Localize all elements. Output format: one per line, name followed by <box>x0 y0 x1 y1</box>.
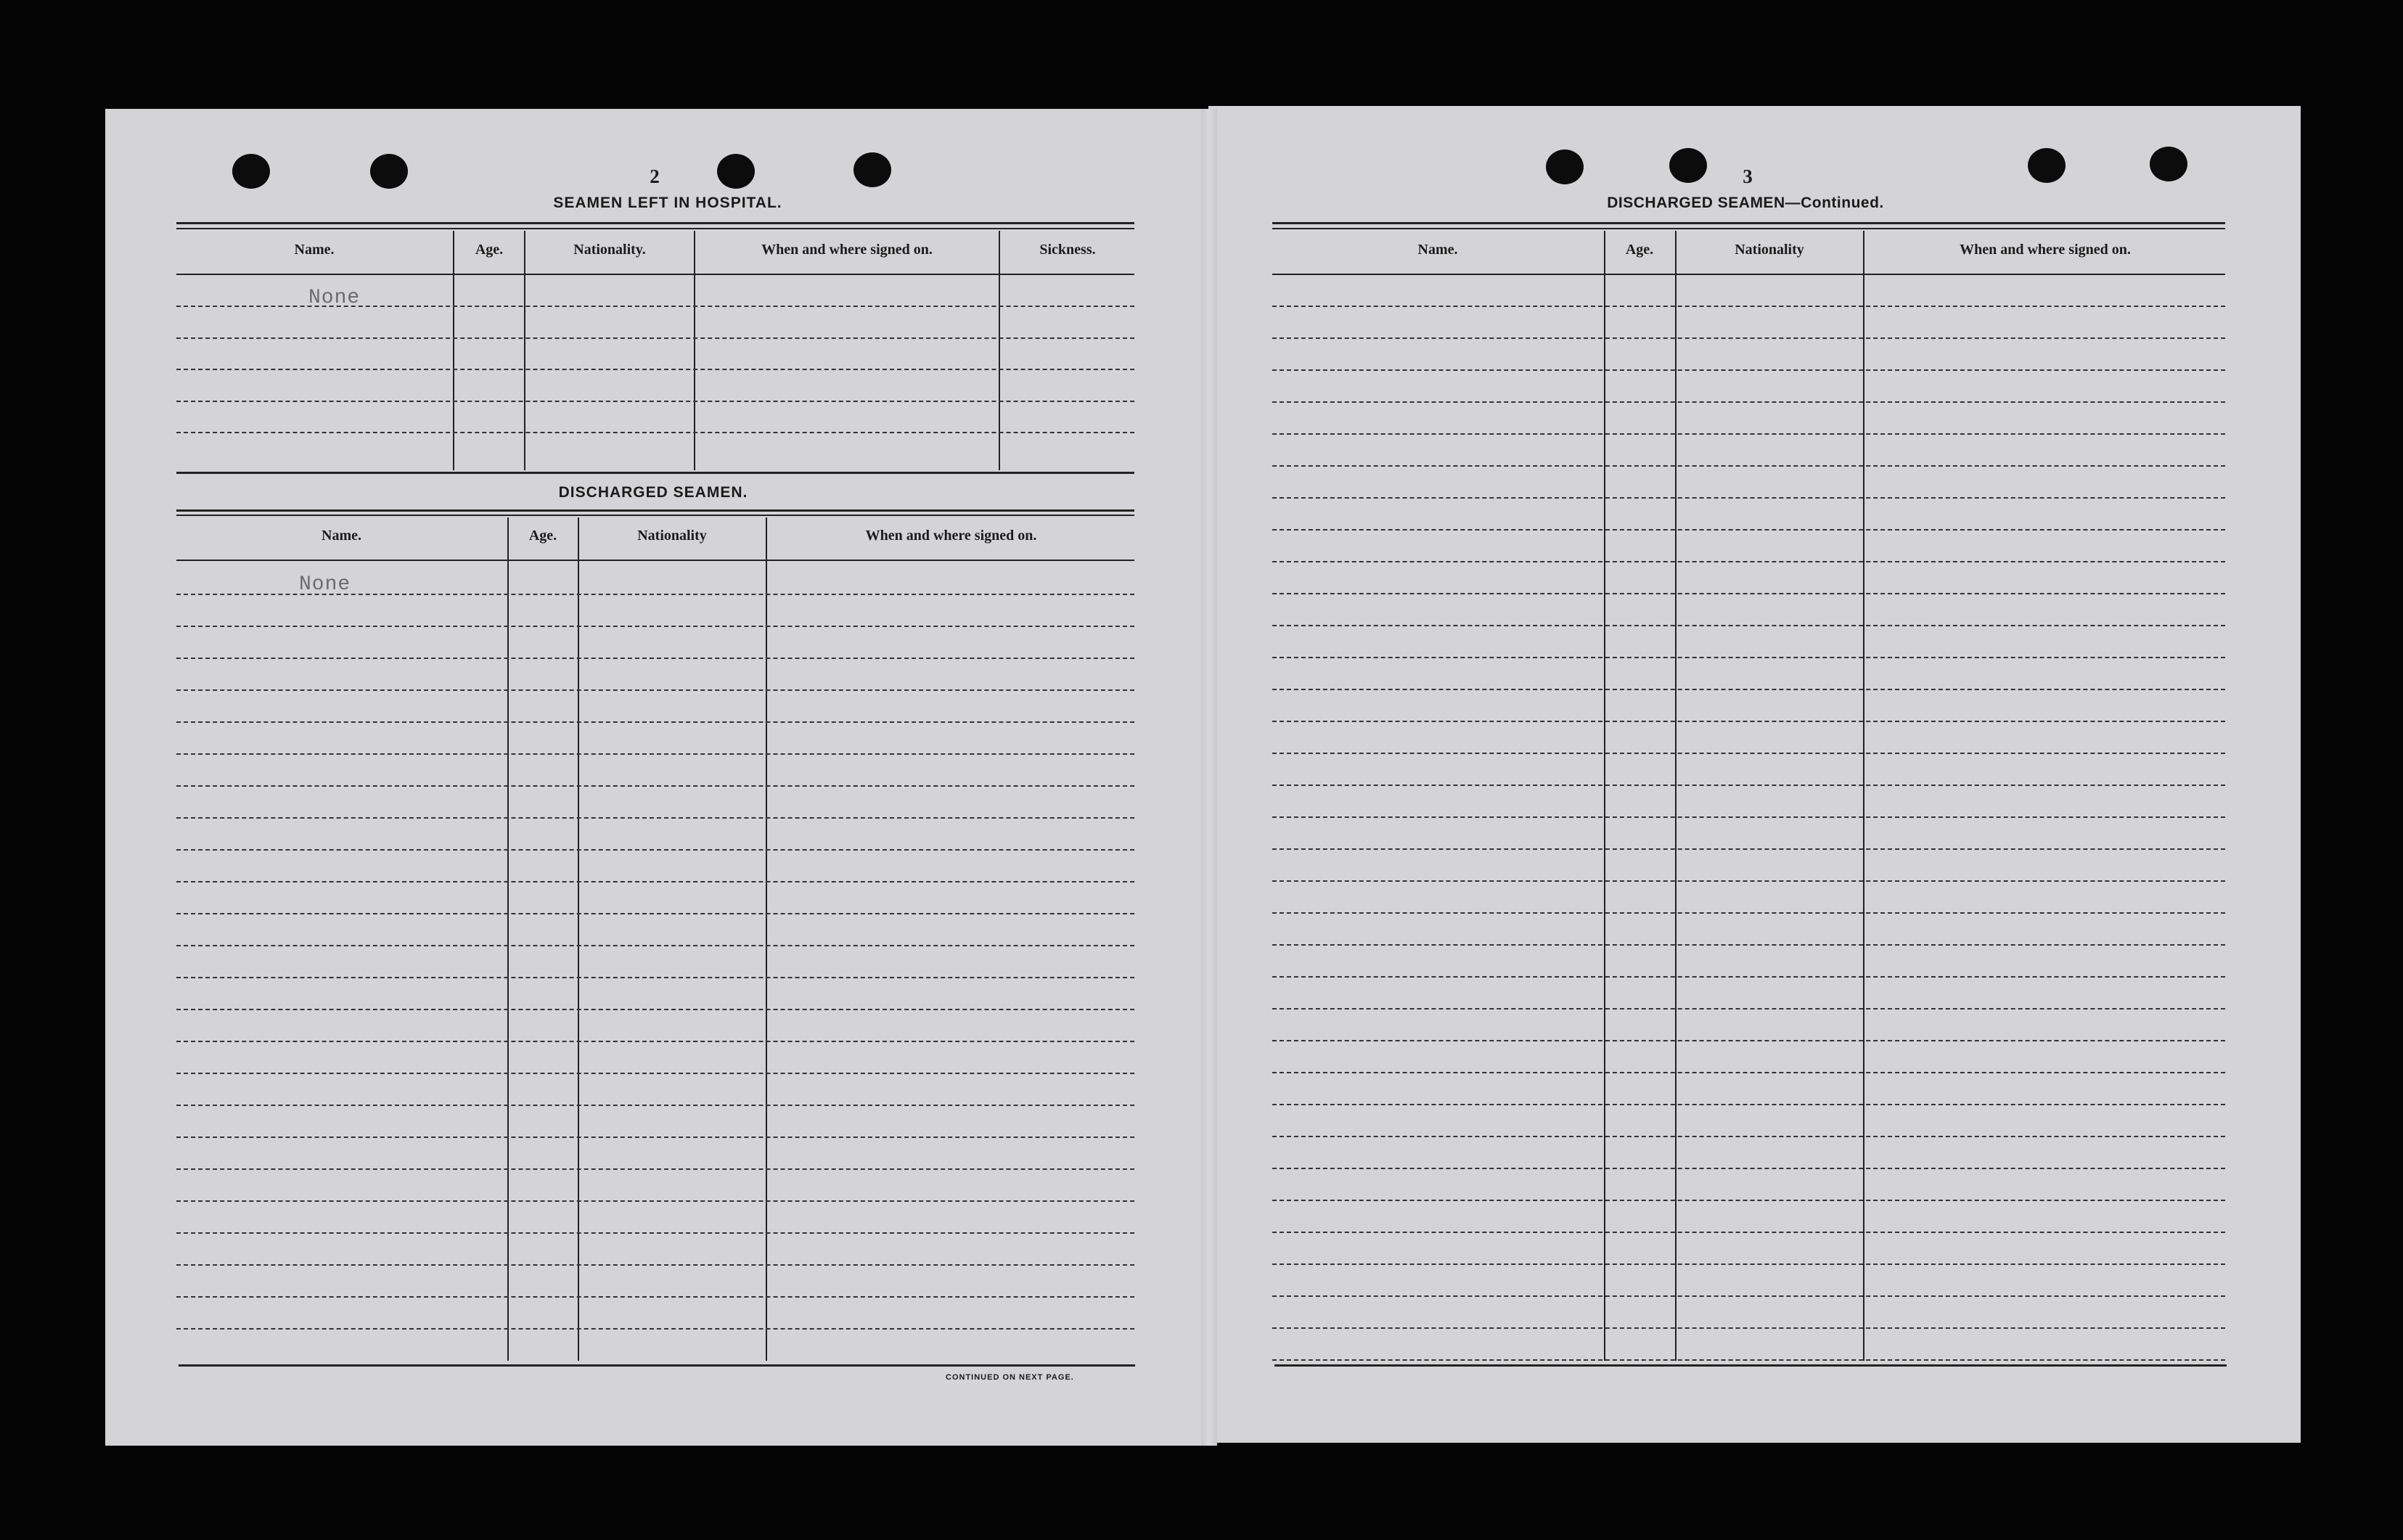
ruled-line <box>176 1200 1134 1202</box>
punch-hole <box>232 154 270 189</box>
ruled-line <box>1272 369 2225 371</box>
ruled-line <box>1272 880 2225 882</box>
discharged-col-nationality: Nationality <box>637 528 707 544</box>
right-top-rule <box>1272 222 2225 224</box>
ruled-line <box>1272 401 2225 403</box>
ruled-line <box>1272 593 2225 594</box>
ruled-line <box>1272 657 2225 658</box>
ruled-line <box>176 1264 1134 1266</box>
ruled-line <box>176 817 1134 819</box>
ruled-line <box>1272 1200 2225 1201</box>
hospital-col-age: Age. <box>475 242 504 258</box>
discharged-col-divider <box>507 517 509 1361</box>
ruled-line <box>1272 1263 2225 1265</box>
hospital-col-sickness: Sickness. <box>1039 242 1096 258</box>
ruled-line <box>176 753 1134 755</box>
right-col-divider <box>1675 231 1677 1361</box>
ruled-line <box>1272 689 2225 690</box>
ruled-line <box>176 721 1134 723</box>
ruled-line <box>176 977 1134 978</box>
ruled-line <box>176 1041 1134 1042</box>
left-page <box>105 109 1208 1446</box>
right-col-nationality: Nationality <box>1735 242 1804 258</box>
ruled-line <box>1272 912 2225 914</box>
right-bottom-rule <box>1274 1364 2227 1367</box>
ruled-line <box>176 401 1134 402</box>
ruled-line <box>1272 1136 2225 1137</box>
discharged-top-rule-2 <box>176 515 1134 516</box>
discharged-col-divider <box>766 517 767 1361</box>
hospital-col-divider <box>524 231 525 470</box>
ruled-line <box>176 913 1134 914</box>
page-gutter <box>1201 109 1217 1446</box>
ruled-line <box>1272 465 2225 467</box>
discharged-header-rule <box>176 560 1134 561</box>
hospital-col-divider <box>999 231 1000 470</box>
ruled-line <box>1272 976 2225 978</box>
right-col-name: Name. <box>1417 242 1458 258</box>
right-col-divider <box>1863 231 1864 1361</box>
ruled-line <box>1272 433 2225 435</box>
hospital-entry-none: None <box>308 287 361 309</box>
ruled-line <box>176 1168 1134 1170</box>
ruled-line <box>1272 785 2225 786</box>
discharged-top-rule <box>176 509 1134 512</box>
ruled-line <box>1272 1295 2225 1297</box>
ruled-line <box>176 1009 1134 1010</box>
ruled-line <box>1272 1008 2225 1009</box>
hospital-top-rule <box>176 222 1134 224</box>
hospital-top-rule-2 <box>176 228 1134 229</box>
punch-hole <box>2150 147 2187 181</box>
discharged-bottom-rule <box>179 1364 1135 1367</box>
ruled-line <box>1272 816 2225 818</box>
ruled-line <box>176 1232 1134 1234</box>
ruled-line <box>1272 1232 2225 1233</box>
ruled-line <box>1272 561 2225 562</box>
right-header-rule <box>1272 274 2225 275</box>
ruled-line <box>1272 497 2225 499</box>
ruled-line <box>176 1105 1134 1106</box>
ruled-line <box>1272 753 2225 754</box>
hospital-section-title: SEAMEN LEFT IN HOSPITAL. <box>553 194 782 211</box>
ruled-line <box>176 369 1134 370</box>
discharged-col-name: Name. <box>322 528 361 544</box>
ruled-line <box>1272 848 2225 850</box>
right-col-divider <box>1604 231 1605 1361</box>
ruled-line <box>1272 1104 2225 1105</box>
punch-hole <box>853 152 891 187</box>
ruled-line <box>1272 1327 2225 1329</box>
ruled-line <box>176 689 1134 691</box>
ruled-line <box>176 432 1134 433</box>
ruled-line <box>1272 721 2225 722</box>
ruled-line <box>176 1136 1134 1138</box>
punch-hole <box>1546 150 1584 184</box>
hospital-header-rule <box>176 274 1134 275</box>
ruled-line <box>1272 1040 2225 1041</box>
ruled-line <box>1272 1168 2225 1169</box>
ruled-line <box>176 1296 1134 1298</box>
hospital-col-nationality: Nationality. <box>573 242 646 258</box>
discharged-col-divider <box>578 517 579 1361</box>
punch-hole <box>370 154 408 189</box>
ruled-line <box>176 658 1134 659</box>
ruled-line <box>176 1328 1134 1330</box>
right-top-rule-2 <box>1272 228 2225 229</box>
ruled-line <box>1272 306 2225 307</box>
discharged-col-age: Age. <box>528 528 557 544</box>
punch-hole <box>717 154 755 189</box>
hospital-col-divider <box>453 231 454 470</box>
ruled-line <box>176 785 1134 787</box>
right-col-age: Age. <box>1625 242 1654 258</box>
punch-hole <box>2028 148 2066 183</box>
right-col-signed-on: When and where signed on. <box>1960 242 2131 258</box>
ruled-line <box>1272 625 2225 626</box>
ruled-line <box>176 1073 1134 1074</box>
discharged-section-title: DISCHARGED SEAMEN. <box>558 484 748 501</box>
ruled-line <box>176 945 1134 946</box>
ruled-line <box>1272 1359 2225 1361</box>
page-number-right: 3 <box>1743 165 1753 187</box>
hospital-col-signed-on: When and where signed on. <box>761 242 933 258</box>
page-number-left: 2 <box>650 165 660 187</box>
discharged-col-signed-on: When and where signed on. <box>865 528 1037 544</box>
discharged-entry-none: None <box>299 573 351 596</box>
hospital-col-name: Name. <box>294 242 335 258</box>
hospital-col-divider <box>694 231 695 470</box>
ruled-line <box>1272 529 2225 531</box>
punch-hole <box>1669 148 1707 183</box>
continued-note: CONTINUED ON NEXT PAGE. <box>946 1373 1074 1382</box>
ruled-line <box>1272 1072 2225 1073</box>
ruled-line <box>176 337 1134 339</box>
hospital-bottom-rule <box>176 472 1134 474</box>
ruled-line <box>1272 944 2225 946</box>
discharged-continued-title: DISCHARGED SEAMEN—Continued. <box>1607 194 1884 211</box>
ruled-line <box>176 881 1134 882</box>
ruled-line <box>1272 337 2225 339</box>
ruled-line <box>176 626 1134 627</box>
ruled-line <box>176 849 1134 851</box>
